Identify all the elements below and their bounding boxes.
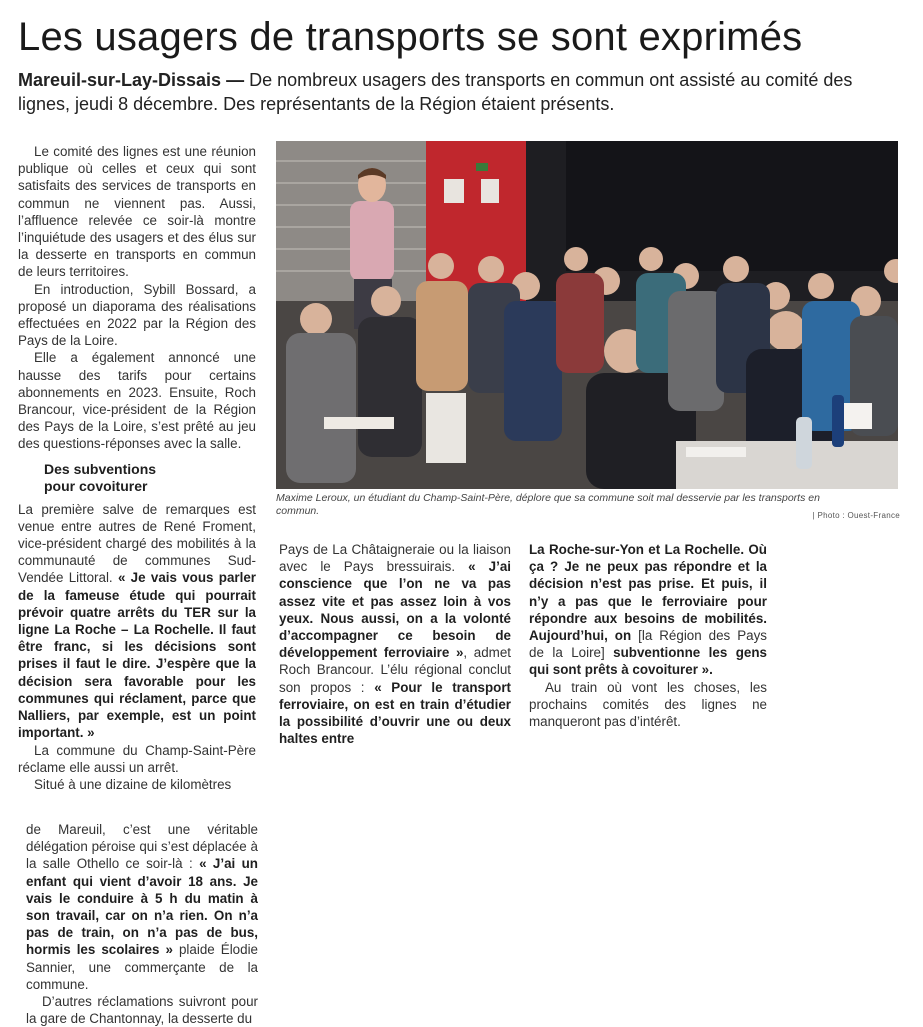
paragraph xyxy=(279,541,511,747)
text-run: Pays de La Châtaigneraie ou la liaison avec le Pays bressuirais. xyxy=(279,542,511,575)
paragraph xyxy=(26,821,258,993)
subheading-line-1: Des subventions xyxy=(44,460,157,477)
paragraph xyxy=(529,541,767,679)
paragraph: En introduction, Sybill Bossard, a proposé un diaporama des réalisations effectuées en 2022 par la Région des Pays de la Loire. xyxy=(18,281,256,349)
text-run: [la Région des Pays de la Loire] xyxy=(529,628,767,661)
quote: subventionne les gens qui sont prêts à covoiturer ». xyxy=(529,645,767,678)
quote: La Roche-sur-Yon et La Rochelle. Où ça ? Je ne peux pas répondre et la décision n’est pas prise. Et puis, il n’y a pas que le ferroviaire pour répondre aux besoins de mobilités. Aujourd’hui, on xyxy=(529,542,767,644)
photo-caption: Maxime Leroux, un étudiant du Champ-Saint-Père, déplore que sa commune soit mal desservie par les transports en commun. xyxy=(276,492,820,517)
subheading xyxy=(44,461,256,495)
article-lead xyxy=(18,68,898,116)
text-run: de Mareuil, c’est une véritable délégation péroise qui s’est déplacée à la salle Othello ce soir-là : xyxy=(26,822,258,872)
column-1-continued xyxy=(26,821,258,1027)
quote: « Je vais vous parler de la fameuse étude qui pourrait prévoir quatre arrêts du TER sur la ligne La Roche – La Rochelle. Il faut être franc, si les décisions sont prises il faut le dire. J’espère que la décision sera favorable pour les communes qui réclament, parce que Nalliers, par exemple, est un point important. » xyxy=(18,570,256,741)
lead-text: De nombreux usagers des transports en commun ont assisté au comité des lignes, jeudi 8 décembre. Des représentants de la Région étaient présents. xyxy=(18,70,853,114)
quote: « Pour le transport ferroviaire, on est en train d’étudier la possibilité d’ouvrir une ou deux haltes entre xyxy=(279,679,511,747)
column-2 xyxy=(279,541,511,747)
headline: Les usagers de transports se sont exprimés xyxy=(18,15,803,59)
article-photo xyxy=(276,141,898,489)
paragraph: D’autres réclamations suivront pour la gare de Chantonnay, la desserte du xyxy=(26,994,258,1027)
dateline: Mareuil-sur-Lay-Dissais — xyxy=(18,70,245,90)
text-run: , admet Roch Brancour. L’élu régional conclut son propos : xyxy=(279,645,511,695)
paragraph: Situé à une dizaine de kilomètres xyxy=(34,776,232,792)
paragraph xyxy=(18,501,256,742)
photo-credit: | Photo : Ouest-France xyxy=(812,511,900,520)
text-run: plaide Élodie Sannier, une commerçante de la commune. xyxy=(26,942,259,992)
subheading-line-2: pour covoiturer xyxy=(44,477,148,494)
quote: « J’ai un enfant qui vient d’avoir 18 ans. Je vais le conduire à 5 h du matin à son travail, car on n’a rien. On n’a pas de train, on n’a pas de bus, hormis les scolaires » xyxy=(26,856,258,958)
paragraph: Elle a également annoncé une hausse des tarifs pour certains abonnements en 2023. Ensuite, Roch Brancour, vice-président de la Région des Pays de la Loire, s’est prêté au jeu des questions-réponses avec la salle. xyxy=(18,350,256,452)
column-3 xyxy=(529,541,767,730)
meeting-photo-illustration xyxy=(276,141,898,489)
paragraph: Le comité des lignes est une réunion publique où celles et ceux qui sont satisfaits des services de transports en commun ne viennent pas. Aussi, l’affluence relevée ce soir-là montre l’inquiétude des usagers et des élus sur la desserte en transports en commun de leurs territoires. xyxy=(18,144,256,280)
paragraph: La commune du Champ-Saint-Père réclame elle aussi un arrêt. xyxy=(18,742,256,775)
paragraph: Au train où vont les choses, les prochains comités des lignes ne manqueront pas d’intérêt. xyxy=(529,679,767,730)
text-run: La première salve de remarques est venue entre autres de René Froment, vice-président chargé des mobilités à la communauté de communes Sud-Vendée Littoral. xyxy=(18,501,256,586)
column-1 xyxy=(18,143,256,793)
quote: « J’ai conscience que l’on ne va pas assez vite et pas assez loin à vos yeux. Nous aussi, on a la volonté d’accompagner ce besoin de développement ferroviaire » xyxy=(279,559,511,661)
